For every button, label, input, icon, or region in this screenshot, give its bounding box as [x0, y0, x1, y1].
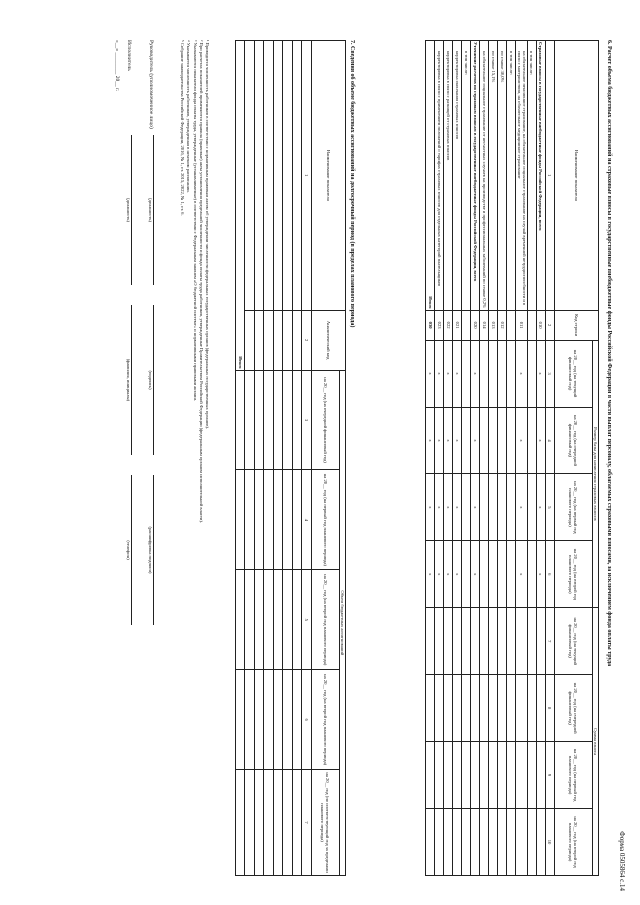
value-cell[interactable] [480, 675, 489, 742]
table-row [273, 41, 283, 876]
table-row [245, 41, 255, 876]
caption: (телефон) [126, 540, 131, 560]
executor-label: Исполнитель [126, 40, 132, 71]
input-cell[interactable] [283, 570, 293, 670]
input-cell[interactable] [245, 310, 255, 370]
section6-title: 6. Расчет объема бюджетных ассигнований на страховые взносы в государственные внебюджетные фонды Российской Федерации в части выплат персоналу, облагаемых страховыми взносами, за исключением фонда оплаты труда [606, 40, 612, 667]
value-cell[interactable] [489, 474, 498, 541]
signatures [114, 40, 170, 860]
input-cell[interactable] [273, 41, 283, 311]
input-cell[interactable] [283, 670, 293, 770]
caption: (подпись) [148, 370, 153, 390]
row-label: на обязательное социальное страхование от несчастных случаев на производстве и профессиональных заболеваний по ставке 0,2% [480, 41, 489, 311]
input-cell[interactable] [264, 370, 274, 470]
x-mark: x [536, 340, 545, 407]
value-cell[interactable] [435, 608, 444, 675]
input-cell[interactable] [254, 370, 264, 470]
row-code: 022 [444, 310, 453, 340]
column-number: 1 [302, 41, 312, 311]
value-cell[interactable] [527, 407, 536, 474]
value-cell[interactable] [498, 474, 507, 541]
x-mark: x [471, 474, 480, 541]
header-sum-group: Сумма взноса [592, 608, 598, 876]
x-mark: x [516, 541, 527, 608]
executor-name-line[interactable] [131, 305, 139, 455]
header-current-year: на 20__ год (на текущий финансовый год) [554, 608, 592, 675]
row-code [527, 310, 536, 340]
column-number: 5 [302, 570, 312, 670]
value-cell[interactable] [527, 809, 536, 876]
x-mark: x [444, 340, 453, 407]
executor-signature-row [126, 40, 148, 860]
section6-table [425, 40, 599, 876]
value-cell[interactable] [480, 608, 489, 675]
input-cell[interactable] [283, 770, 293, 876]
value-cell[interactable] [507, 809, 516, 876]
value-cell[interactable] [527, 541, 536, 608]
value-cell[interactable] [471, 608, 480, 675]
s7-header-analytic-code: Аналитический код [311, 310, 345, 370]
s7-header-group: Объем бюджетных ассигнований [339, 370, 345, 875]
value-cell[interactable] [507, 340, 516, 407]
row-label: в том числе: [462, 41, 471, 311]
x-mark: x [426, 407, 435, 474]
value-cell[interactable] [489, 407, 498, 474]
column-number: 1 [545, 41, 554, 311]
value-cell[interactable] [462, 474, 471, 541]
x-mark: x [471, 407, 480, 474]
value-cell[interactable] [480, 340, 489, 407]
value-cell[interactable] [498, 608, 507, 675]
value-cell[interactable] [453, 742, 462, 809]
footnote: ⁴ Указывается численность работников, утвержденная в штатном расписании. [186, 40, 192, 193]
value-cell[interactable] [536, 675, 545, 742]
row-label: по ставке 15,1% [489, 41, 498, 311]
input-cell[interactable] [283, 310, 293, 370]
head-label: Руководитель (уполномоченное лицо) [148, 40, 154, 129]
input-cell[interactable] [245, 570, 255, 670]
row-code: 014 [480, 310, 489, 340]
caption: (должность) [148, 197, 153, 223]
row-code [507, 310, 516, 340]
executor-position-line[interactable] [131, 135, 139, 285]
form-code: Форма 0505864 с.14 [618, 831, 626, 891]
value-cell[interactable] [527, 742, 536, 809]
input-cell[interactable] [273, 310, 283, 370]
row-label: по ставке 30,0% [498, 41, 507, 311]
row-code: 011 [516, 310, 527, 340]
value-cell[interactable] [498, 541, 507, 608]
input-cell[interactable] [283, 370, 293, 470]
header-second-plan: на 20__ год (на второй год планового периода) [554, 809, 592, 876]
table-row [264, 41, 274, 876]
table-row [507, 41, 516, 876]
input-cell[interactable] [273, 370, 283, 470]
x-mark: x [453, 474, 462, 541]
s7-header-y1: на 20__ год (на первый год планового периода) [311, 470, 339, 570]
input-cell[interactable] [292, 770, 302, 876]
value-cell[interactable] [435, 675, 444, 742]
value-cell[interactable] [536, 742, 545, 809]
total-label: Итого [235, 41, 245, 371]
input-cell[interactable] [264, 41, 274, 311]
table-row [292, 41, 302, 876]
x-mark: x [516, 407, 527, 474]
value-cell[interactable] [480, 541, 489, 608]
s7-header-after: на 20__ год (по соответствующий год за пределами планового периода) [311, 770, 339, 876]
value-cell[interactable] [453, 675, 462, 742]
x-mark: x [435, 407, 444, 474]
input-cell[interactable] [254, 670, 264, 770]
value-cell[interactable] [536, 809, 545, 876]
table-row [516, 41, 527, 876]
value-cell[interactable] [507, 675, 516, 742]
value-cell[interactable] [444, 675, 453, 742]
head-position-line[interactable] [153, 135, 161, 285]
footnotes [179, 40, 210, 860]
x-mark: x [536, 541, 545, 608]
total-cell[interactable] [426, 675, 435, 742]
value-cell[interactable] [498, 407, 507, 474]
input-cell[interactable] [292, 670, 302, 770]
input-cell[interactable] [283, 470, 293, 570]
head-name-line[interactable] [153, 475, 161, 625]
value-cell[interactable] [507, 407, 516, 474]
value-cell[interactable] [489, 608, 498, 675]
column-number: 8 [545, 675, 554, 742]
table-row [462, 41, 471, 876]
input-cell[interactable] [254, 310, 264, 370]
value-cell[interactable] [507, 541, 516, 608]
column-number: 2 [302, 310, 312, 370]
header-current-year: на 20__ год (на текущий финансовый год) [554, 340, 592, 407]
header-code: Код строки [554, 310, 598, 340]
value-cell[interactable] [480, 742, 489, 809]
value-cell[interactable] [435, 809, 444, 876]
value-cell[interactable] [480, 407, 489, 474]
column-number: 3 [302, 370, 312, 470]
input-cell[interactable] [264, 470, 274, 570]
value-cell[interactable] [471, 742, 480, 809]
head-signature-line[interactable] [153, 305, 161, 455]
value-cell[interactable] [507, 474, 516, 541]
row-code: 010 [536, 310, 545, 340]
row-code: 020 [471, 310, 480, 340]
value-cell[interactable] [462, 541, 471, 608]
input-cell[interactable] [245, 370, 255, 470]
row-code: 013 [489, 310, 498, 340]
column-number: 2 [545, 310, 554, 340]
input-cell[interactable] [254, 41, 264, 311]
input-cell[interactable] [273, 470, 283, 570]
total-cell[interactable] [235, 570, 245, 670]
x-mark: x [453, 340, 462, 407]
x-mark: x [426, 340, 435, 407]
total-cell[interactable] [235, 370, 245, 470]
x-mark: x [435, 541, 444, 608]
input-cell[interactable] [245, 470, 255, 570]
column-number: 3 [545, 340, 554, 407]
value-cell[interactable] [516, 809, 527, 876]
s7-header-y3: на 20__ год (на второй год планового периода) [311, 670, 339, 770]
row-code: 012 [498, 310, 507, 340]
table-row [480, 41, 489, 876]
row-code: 023 [435, 310, 444, 340]
input-cell[interactable] [292, 41, 302, 311]
row-label: в том числе: [527, 41, 536, 311]
table-row [444, 41, 453, 876]
column-number: 10 [545, 809, 554, 876]
total-code: 030 [426, 310, 435, 340]
x-mark: x [516, 474, 527, 541]
value-cell[interactable] [453, 608, 462, 675]
input-cell[interactable] [273, 570, 283, 670]
row-label: Страховые взносы в государственные внебюджетные фонды Российской Федерации, всего [536, 41, 545, 311]
x-mark: x [435, 340, 444, 407]
value-cell[interactable] [480, 809, 489, 876]
value-cell[interactable] [444, 742, 453, 809]
header-base-group: Размер базы для начисления страховых взносов [592, 340, 598, 608]
value-cell[interactable] [489, 340, 498, 407]
row-code: 021 [453, 310, 462, 340]
input-cell[interactable] [264, 310, 274, 370]
x-mark: x [453, 541, 462, 608]
column-number: 6 [545, 541, 554, 608]
value-cell[interactable] [527, 474, 536, 541]
value-cell[interactable] [498, 809, 507, 876]
x-mark: x [444, 474, 453, 541]
x-mark: x [444, 407, 453, 474]
header-indicator: Наименование показателя [554, 41, 598, 311]
table-row [453, 41, 462, 876]
x-mark: x [453, 407, 462, 474]
table-row [498, 41, 507, 876]
header-first-plan: на 20__ год (на первый год планового периода) [554, 742, 592, 809]
row-label: корректировка окончания страховых взносов [453, 41, 462, 311]
x-mark: x [471, 541, 480, 608]
value-cell[interactable] [516, 608, 527, 675]
value-cell[interactable] [489, 742, 498, 809]
column-number: 5 [545, 474, 554, 541]
s7-header-y2: на 20__ год (на второй год планового периода) [311, 570, 339, 670]
column-number: 4 [302, 470, 312, 570]
input-cell[interactable] [245, 41, 255, 311]
total-cell[interactable] [426, 809, 435, 876]
row-label: Уточнение расчетов по страховым взносам в государственные внебюджетные фонды Российской Федерации, всего [471, 41, 480, 311]
row-label: корректировка в связи с применением положений о тарифах страховых взносов для отдельных категорий плательщиков [435, 41, 444, 311]
input-cell[interactable] [264, 670, 274, 770]
table-row [435, 41, 444, 876]
value-cell[interactable] [462, 608, 471, 675]
x-mark: x [536, 407, 545, 474]
value-cell[interactable] [489, 541, 498, 608]
row-label: корректировка в связи с разницей от страховых взносов [444, 41, 453, 311]
input-cell[interactable] [254, 470, 264, 570]
value-cell[interactable] [527, 675, 536, 742]
table-row [283, 41, 293, 876]
table-row [489, 41, 498, 876]
value-cell[interactable] [462, 809, 471, 876]
column-number: 9 [545, 742, 554, 809]
row-label: в том числе: [507, 41, 516, 311]
input-cell[interactable] [292, 310, 302, 370]
value-cell[interactable] [507, 742, 516, 809]
column-number: 6 [302, 670, 312, 770]
value-cell[interactable] [462, 407, 471, 474]
total-label: Итого [426, 41, 435, 311]
caption: (фамилия, инициалы) [126, 358, 131, 402]
caption: (должность) [126, 197, 131, 223]
x-mark: x [471, 340, 480, 407]
x-mark: x [516, 340, 527, 407]
caption: (расшифровка подписи) [148, 526, 153, 574]
input-cell[interactable] [283, 41, 293, 311]
footnote: ² При расчетах показателей применяются правила (правовые) акты установления предельной численности и фонда оплаты труда работников, утвержденные Правительством Российской Федерации (федеральным органом исполнительной власти). [198, 40, 204, 524]
x-mark: x [444, 541, 453, 608]
total-cell[interactable] [235, 770, 245, 876]
s7-header-next-year: на 20__ год (на очередной финансовый год) [311, 370, 339, 470]
head-signature-row [148, 40, 170, 860]
value-cell[interactable] [527, 340, 536, 407]
value-cell[interactable] [498, 340, 507, 407]
value-cell[interactable] [435, 742, 444, 809]
x-mark: x [435, 474, 444, 541]
row-code [462, 310, 471, 340]
x-mark: x [426, 541, 435, 608]
input-cell[interactable] [264, 770, 274, 876]
value-cell[interactable] [489, 809, 498, 876]
header-next-year: на 20__ год (на очередной финансовый год) [554, 675, 592, 742]
column-number: 4 [545, 407, 554, 474]
input-cell[interactable] [292, 470, 302, 570]
value-cell[interactable] [444, 608, 453, 675]
header-second-plan: на 20__ год (на второй год планового периода) [554, 541, 592, 608]
value-cell[interactable] [471, 675, 480, 742]
table-row [471, 41, 480, 876]
value-cell[interactable] [462, 340, 471, 407]
x-mark: x [426, 474, 435, 541]
input-cell[interactable] [292, 570, 302, 670]
total-cell[interactable] [235, 670, 245, 770]
total-cell[interactable] [235, 470, 245, 570]
value-cell[interactable] [527, 608, 536, 675]
value-cell[interactable] [462, 675, 471, 742]
header-next-year: на 20__ год (на очередной финансовый год) [554, 407, 592, 474]
input-cell[interactable] [264, 570, 274, 670]
section7-table [235, 40, 346, 876]
column-number: 7 [545, 608, 554, 675]
header-first-plan: на 20__ год (на первый год планового периода) [554, 474, 592, 541]
input-cell[interactable] [254, 570, 264, 670]
footnote: ¹ Приводится численность работников в соответствии с нормативным правовым актом об утверждении численности федеральных государственных органов (федеральных государственных органов). [205, 40, 210, 430]
footnote: ³ Указываются показатели фонда оплаты труда, утвержденные (устанавливаемые) в соответствии с Федеральным законом «О бюджетной системе» и нормативными правовыми актами. [192, 40, 198, 402]
value-cell[interactable] [516, 742, 527, 809]
signature-date: «__» ________ 20__ г. [114, 40, 120, 92]
executor-phone-line[interactable] [131, 475, 139, 625]
value-cell[interactable] [462, 742, 471, 809]
input-cell[interactable] [292, 370, 302, 470]
value-cell[interactable] [516, 675, 527, 742]
table-row [536, 41, 545, 876]
value-cell[interactable] [453, 809, 462, 876]
value-cell[interactable] [536, 608, 545, 675]
total-cell[interactable] [426, 742, 435, 809]
x-mark: x [536, 474, 545, 541]
total-cell[interactable] [426, 608, 435, 675]
table-row [527, 41, 536, 876]
input-cell[interactable] [245, 770, 255, 876]
input-cell[interactable] [254, 770, 264, 876]
section7-title: 7. Сведения об объеме бюджетных ассигнований на долгосрочный период (в пределах планового периода) [349, 40, 355, 328]
value-cell[interactable] [498, 742, 507, 809]
footnote: ⁵ Собрание законодательства Российской Федерации, 2016, № 1, ст. 2015, 2022, № 1, ст. 6. [180, 40, 186, 216]
value-cell[interactable] [498, 675, 507, 742]
input-cell[interactable] [273, 770, 283, 876]
value-cell[interactable] [480, 474, 489, 541]
value-cell[interactable] [471, 809, 480, 876]
input-cell[interactable] [245, 670, 255, 770]
s7-header-indicator: Наименование показателя [311, 41, 345, 311]
value-cell[interactable] [444, 809, 453, 876]
value-cell[interactable] [507, 608, 516, 675]
table-row [254, 41, 264, 876]
column-number: 7 [302, 770, 312, 876]
value-cell[interactable] [489, 675, 498, 742]
row-label: на обязательное пенсионное страхование, на обязательное социальное страхование на случай временной нетрудоспособности и в связи с материнством, на обязательное медицинское страхование [516, 41, 527, 311]
input-cell[interactable] [273, 670, 283, 770]
